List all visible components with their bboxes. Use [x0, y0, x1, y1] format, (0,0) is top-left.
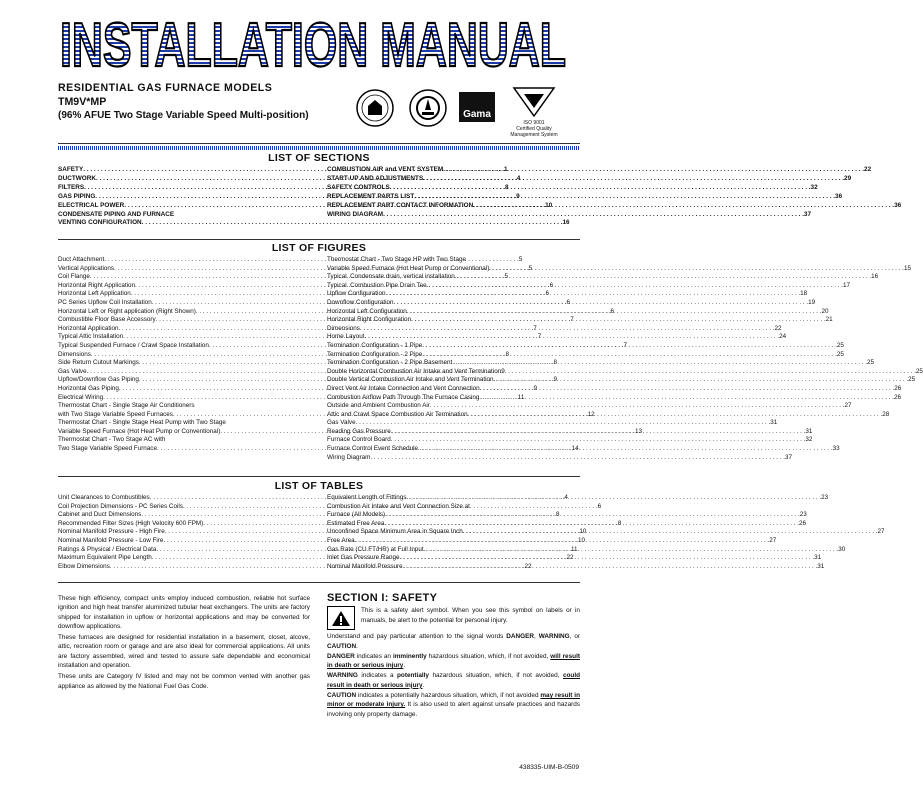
agency-seal-icon: [408, 88, 448, 128]
figure-entry-title: Coil Flange: [58, 273, 90, 281]
safety-alert-symbol: [327, 606, 355, 630]
section-entry-title: FILTERS: [58, 183, 85, 191]
figure-entry-title: Electrical Wiring: [58, 393, 104, 401]
figure-entry-page: 6: [545, 290, 549, 298]
section-entry-title: ELECTRICAL POWER: [58, 201, 125, 209]
figure-entry: [327, 341, 844, 351]
figure-entry-title: Double Vertical Combustion Air Intake and Vent Termination: [327, 376, 494, 384]
figure-entry: [327, 367, 923, 377]
signal-word: WARNING: [538, 633, 570, 641]
figure-entry-page: 14: [571, 445, 579, 453]
table-entry-title: Inlet Gas Pressure Range: [327, 554, 400, 562]
figure-entry-title: Thermostat Chart - Single Stage Air Conditioners: [58, 402, 195, 410]
document-number: 438335-UIM-B-0509: [519, 764, 579, 771]
intro-paragraph: These furnaces are designed for residential installation in a basement, closet, alcove, attic, recreation room or garage and are also ideal for commercial applications. All units are factory assembled, wired and tested to assure safe dependable and economical installation and operation.: [58, 634, 310, 670]
tables-title: LIST OF TABLES: [274, 480, 364, 492]
figure-entry: [327, 264, 911, 274]
figure-entry-page: 25: [915, 367, 923, 375]
figure-entry-page: 5: [528, 264, 533, 272]
section-entry-page: 37: [803, 210, 812, 218]
text-run: indicates a: [357, 672, 398, 680]
section-entry-title: WIRING DIAGRAM: [327, 210, 384, 218]
figure-entry-title: Thermostat Chart - Two Stage AC with: [58, 436, 166, 444]
dot-leader: [403, 563, 818, 572]
dot-leader: [468, 411, 883, 420]
figure-entry: [327, 376, 916, 385]
section-entry-title: REPLACEMENT PART CONTACT INFORMATION: [327, 201, 474, 209]
figure-entry: [58, 402, 308, 411]
figure-entry: [327, 436, 813, 445]
dot-leader: [473, 202, 894, 211]
section-entry-page: 36: [835, 192, 843, 200]
figure-entry-title: Termination Configuration - 1 Pipe: [327, 341, 423, 349]
figure-entry: [327, 307, 829, 317]
figure-entry-page: 22: [774, 324, 782, 332]
figure-entry-page: 11: [517, 393, 525, 401]
section-entry: [58, 211, 308, 220]
dot-leader: [489, 265, 904, 274]
figure-entry-page: 18: [800, 290, 808, 298]
section-entry-title: SAFETY CONTROLS: [327, 183, 390, 191]
signal-word: CAUTION: [327, 692, 357, 700]
safety-heading: SECTION I: SAFETY: [327, 592, 438, 604]
figure-entry-title: Termination Configuration - 2 Pipe Basement: [327, 359, 453, 367]
figure-entry-page: 9: [553, 376, 558, 384]
section-entry-page: 22: [864, 166, 872, 173]
figure-entry-title: Duct Attachment: [58, 256, 105, 263]
figure-entry-title: Attic and Crawl Space Combustion Air Termination: [327, 410, 468, 418]
table-entry: [327, 511, 807, 520]
section-entry-title: GAS PIPING: [58, 192, 96, 200]
section-entry-title: REPLACEMENT PARTS LIST: [327, 192, 415, 200]
dot-leader: [390, 184, 811, 193]
section-entry: [327, 210, 812, 220]
figure-entry-title: Upflow/Downflow Gas Piping: [58, 376, 139, 384]
table-entry-page: 8: [555, 511, 560, 519]
model-description: (96% AFUE Two Stage Variable Speed Multi-position): [58, 110, 309, 121]
model-code: TM9V*MP: [58, 96, 107, 108]
dot-leader: [383, 211, 804, 220]
table-entry: [327, 554, 822, 563]
section-entry-title: COMBUSTION AIR and VENT SYSTEM: [327, 166, 444, 173]
figure-entry-title: Typical. Combustion Pipe Drain Tee.: [327, 281, 429, 289]
table-entry-page: 10: [577, 536, 585, 544]
warning-paragraph: [327, 671, 580, 690]
text-run: indicates a potentially hazardous situation, which, if not avoided: [356, 692, 541, 700]
section-entry-page: 10: [545, 201, 553, 209]
figures-title: LIST OF FIGURES: [271, 242, 367, 254]
intro-paragraph: These units are Category IV listed and may not be common vented with another gas appliance as allowed by the National Fuel Gas Code.: [58, 673, 310, 690]
figure-entry-title: Variable Speed Furnace (Hot Heat Pump or Conventional): [58, 427, 221, 435]
models-heading: RESIDENTIAL GAS FURNACE MODELS: [58, 82, 273, 94]
figure-entry-page: 6: [566, 298, 570, 306]
section-entry: [327, 201, 902, 211]
figure-entry-page: 37: [785, 453, 793, 461]
figure-entry-page: 31: [805, 427, 813, 435]
section-entry-page: 4: [516, 174, 521, 182]
warning-triangle-icon: [331, 610, 351, 627]
figure-entry-page: 32: [805, 436, 813, 444]
figure-entry-page: 24: [779, 333, 787, 341]
iso-caption: ISO 9001 Certified Quality Management System: [510, 120, 558, 138]
figure-entry-title: Gas Valve: [58, 367, 87, 375]
text-run: , or: [569, 633, 580, 641]
sections-right-list: [327, 166, 902, 219]
figure-entry: [327, 402, 852, 411]
table-entry-title: Gas Rate (CU FT/HR) at Full Input: [327, 545, 424, 553]
safety-alert: [327, 606, 580, 630]
table-entry-title: Cabinet and Duct Dimensions: [58, 511, 142, 519]
figure-entry: [327, 324, 782, 334]
figure-entry-page: 19: [808, 298, 816, 306]
figure-entry-page: 7: [537, 333, 542, 341]
dot-leader: [406, 494, 821, 503]
figure-entry-page: 25: [866, 359, 874, 367]
table-entry-title: Unconfined Space Minimum Area in Square Inch: [327, 528, 463, 536]
figure-entry-title: Reading Gas Pressure: [327, 427, 391, 435]
section-entry-title: CONDENSATE PIPING AND FURNACE: [58, 210, 175, 218]
dot-leader: [364, 333, 779, 342]
table-entry-page: 23: [821, 494, 829, 501]
text-run: Understand and pay particular attention to the signal words: [327, 633, 507, 641]
section-entry-title: SAFETY: [58, 166, 84, 173]
safety-section: [327, 594, 580, 720]
figure-entry-page: 5: [504, 273, 509, 281]
figure-entry-page: 26: [894, 393, 902, 401]
dot-leader: [422, 351, 837, 360]
figure-entry-title: Horizontal Left or Right application (Right Shown): [58, 307, 196, 315]
table-entry: [327, 503, 580, 512]
dot-leader: [494, 376, 909, 385]
figure-entry-page: 21: [825, 316, 833, 324]
table-entry-page: 8: [617, 519, 622, 527]
figure-entry: [327, 316, 833, 325]
figure-entry-title: Typical Suspended Furnace / Crawl Space Installation: [58, 341, 209, 349]
figure-entry-page: 20: [821, 307, 829, 315]
gama-logo-text: Gama: [463, 109, 491, 120]
figure-entry-page: 28: [882, 410, 890, 418]
figure-entry-page: 25: [836, 350, 844, 358]
sections-title: LIST OF SECTIONS: [268, 152, 370, 164]
table-entry-title: Unit Clearances to Combustibles: [58, 494, 150, 501]
dot-leader: [360, 325, 775, 334]
dot-leader: [479, 394, 894, 403]
figure-entry: [327, 290, 808, 299]
figure-entry-title: Vertical Applications: [58, 264, 115, 272]
figure-entry-page: 17: [843, 281, 851, 289]
dot-leader: [443, 166, 864, 175]
danger-paragraph: [327, 652, 580, 671]
dot-leader: [142, 219, 563, 228]
dot-leader: [356, 419, 771, 428]
table-entry-page: 27: [877, 528, 885, 536]
dot-leader: [430, 402, 845, 411]
design-certified-seal-icon: [355, 88, 395, 128]
figure-entry-title: Horizontal Gas Piping: [58, 384, 119, 392]
figure-entry-page: 7: [623, 341, 628, 349]
section-entry-page: 32: [810, 183, 818, 191]
figure-entry: [327, 393, 902, 403]
figure-entry: [327, 273, 879, 282]
figure-entry-page: 13: [634, 427, 642, 435]
figure-entry: [327, 298, 816, 308]
table-entry-title: Estimated Free Area: [327, 519, 385, 527]
table-entry-page: 22: [566, 554, 574, 562]
text-run: .: [422, 681, 425, 689]
figure-entry-title: Variable Speed Furnace (Hot Heat Pump or Conventional): [327, 264, 490, 272]
dot-leader: [452, 359, 867, 368]
table-entry: [327, 494, 829, 503]
figure-entry-page: 9: [533, 384, 538, 392]
figure-entry-title: Downflow Configuration: [327, 298, 394, 306]
banner-title: INSTALLATION MANUAL: [60, 11, 566, 80]
figure-entry-title: Horizontal Right Configuration: [327, 316, 412, 324]
section-entry: [327, 192, 843, 202]
dot-leader: [384, 520, 799, 529]
emphasis-underlined: will result in death or serious injury: [327, 652, 580, 670]
figure-entry-title: Side Return Cutout Markings: [58, 359, 139, 367]
figure-entry: [58, 436, 308, 445]
figure-entry-page: 7: [533, 324, 537, 332]
signal-word: DANGER: [506, 633, 534, 641]
figure-entry-title: Thermostat Chart - Two Stage HP with Two Stage: [327, 256, 466, 263]
figure-entry-title: Furnace Control Board: [327, 436, 391, 444]
figure-entry-page: 15: [903, 264, 911, 272]
text-run: It is also used to alert against unsafe practices and hazards involving only property damage.: [327, 701, 580, 718]
section-entry-page: 29: [844, 174, 852, 182]
table-entry-title: Nominal Manifold Pressure: [327, 562, 403, 570]
section-entry: [327, 183, 818, 193]
figure-entry-page: 7: [570, 316, 574, 324]
table-entry: [327, 545, 846, 555]
table-entry-title: Elbow Dimensions: [58, 562, 110, 570]
figure-entry: [327, 359, 874, 368]
table-entry-page: 6: [597, 502, 602, 510]
figure-entry-title: Home Layout: [327, 333, 365, 341]
figure-entry-page: 31: [770, 419, 778, 427]
figure-entry-page: 8: [553, 359, 558, 367]
figure-entry-title: Gas Valve: [327, 419, 356, 427]
section-entry-page: 1: [504, 166, 508, 173]
figure-entry-title: Two Stage Variable Speed Furnace: [58, 445, 157, 453]
intro-text: [58, 594, 310, 693]
figure-entry-page: 16: [871, 273, 879, 281]
text-run: .: [356, 642, 358, 650]
figure-entry-page: 26: [894, 384, 902, 392]
text-run: indicates an: [354, 652, 393, 660]
intro-paragraph: These high efficiency, compact units employ induced combustion, reliable hot surface ignition and high heat transfer aluminized tubular heat exchangers. The units are factory shipped for installation in upflow or horizontal applications and may be converted for downflow applications.: [58, 595, 310, 630]
figure-entry-title: Horizontal Left Application: [58, 290, 131, 298]
figure-entry: [327, 445, 840, 454]
table-entry-title: Nominal Manifold Pressure - High Fire: [58, 528, 165, 536]
table-entry: [327, 519, 807, 529]
text-run: hazardous situation, which, if not avoided,: [426, 652, 551, 660]
table-entry-page: 10: [579, 528, 587, 536]
figure-entry-title: Termination Configuration - 2 Pipe: [327, 350, 423, 358]
section-entry: [327, 174, 852, 184]
figure-entry-title: PC Series Upflow Coil Installation: [58, 298, 152, 306]
figure-entry-page: 5: [518, 256, 523, 263]
table-entry-page: 31: [814, 554, 822, 562]
caution-paragraph: [327, 691, 580, 719]
figure-entry-page: 9: [501, 367, 505, 375]
figure-entry-title: Horizontal Application: [58, 324, 119, 332]
figure-entry-title: Direct Vent Air Intake Connection and Vent Connection: [327, 384, 480, 392]
dot-leader: [501, 368, 916, 377]
figure-entry-title: Combustion Airflow Path Through The Furnace Casing: [327, 393, 480, 401]
section-entry: [58, 219, 570, 228]
striped-divider: [58, 146, 580, 150]
section-entry-page: 36: [894, 201, 902, 209]
figure-entry-title: Thermostat Chart - Single Stage Heat Pump with Two Stage: [58, 419, 226, 427]
table-entry-title: Ratings & Physical / Electrical Data: [58, 545, 157, 553]
figure-entry-page: 33: [832, 445, 840, 453]
table-entry-page: 4: [564, 494, 568, 501]
figure-entry-title: Horizontal Left Configuration: [327, 307, 407, 315]
figure-entry-title: Dimensions: [327, 324, 360, 332]
figure-entry: [327, 384, 902, 394]
table-entry-title: Furnace (All Models): [327, 511, 386, 519]
dot-leader: [423, 175, 844, 184]
table-entry-page: 22: [524, 562, 532, 570]
emphasis: imminently: [392, 652, 427, 660]
dot-leader: [385, 511, 800, 520]
dot-leader: [480, 385, 895, 394]
figure-entry-page: 6: [549, 281, 554, 289]
figure-entry-title: Combustible Floor Base Accessory: [58, 316, 156, 324]
figure-entry: [327, 256, 580, 265]
dot-leader: [411, 316, 826, 325]
figure-entry: [58, 419, 308, 428]
table-entry-title: Recommended Filter Sizes (High Velocity 600 FPM): [58, 519, 204, 527]
dot-leader: [355, 537, 770, 546]
table-entry-title: Coil Projection Dimensions - PC Series Coils: [58, 502, 183, 510]
emphasis-underlined: may result in minor or moderate injury.: [327, 692, 580, 709]
section-entry-title: START-UP AND ADJUSTMENTS: [327, 174, 424, 182]
table-entry-title: Maximum Equivalent Pipe Length: [58, 554, 152, 562]
dot-leader: [418, 445, 833, 454]
dot-leader: [394, 299, 809, 308]
section-entry-page: 8: [504, 183, 509, 191]
emphasis: potentially: [397, 672, 429, 680]
figure-entry-title: with Two Stage Variable Speed Furnaces: [58, 410, 173, 418]
dot-leader: [391, 436, 806, 445]
figure-entry: [327, 281, 851, 291]
figure-entry: [327, 333, 787, 342]
table-entry-title: Nominal Manifold Pressure - Low Fire: [58, 536, 164, 544]
figure-entry-title: Typical. Condensate drain, vertical installation.: [327, 273, 457, 281]
table-entry-page: 31: [817, 562, 825, 570]
figure-entry-page: 27: [844, 402, 852, 410]
figure-entry-title: Horizontal Right Application: [58, 281, 136, 289]
figure-entry-title: Furnace Control Event Schedule: [327, 445, 419, 453]
figure-entry-title: Wiring Diagram: [327, 453, 371, 461]
table-entry-page: 26: [799, 519, 807, 527]
table-entry-title: Combustion Air Intake and Vent Connection Size at: [327, 502, 470, 510]
signal-word: CAUTION: [327, 642, 357, 650]
section-entry-title: DUCTWORK: [58, 174, 96, 182]
dot-leader: [399, 554, 814, 563]
table-entry-page: 23: [799, 511, 807, 519]
section-entry-page: 16: [562, 219, 570, 227]
text-run: ,: [533, 633, 539, 641]
text-run: .: [403, 662, 406, 670]
figure-entry-title: Typical Attic Installation: [58, 333, 124, 341]
section-entry-title: VENTING CONFIGURATION: [58, 219, 142, 227]
figure-entry-page: 25: [908, 376, 916, 384]
table-entry-title: Free Area: [327, 536, 355, 544]
manual-banner: [58, 11, 569, 80]
dot-leader: [457, 273, 872, 282]
figure-entry-page: 25: [836, 341, 844, 349]
figure-entry-title: Dimensions: [58, 350, 91, 358]
figure-entry-page: 12: [587, 410, 595, 418]
dot-leader: [422, 342, 837, 351]
signal-word: DANGER: [327, 652, 355, 660]
dot-leader: [428, 282, 843, 291]
table-entry-title: Equivalent Length of Fittings: [327, 494, 407, 501]
dot-leader: [463, 528, 878, 537]
figure-entry: [327, 453, 793, 463]
figure-entry-page: 6: [610, 307, 615, 315]
section-entry-page: 9: [516, 192, 520, 200]
emphasis-underlined: could result in death or serious injury: [327, 672, 580, 689]
text-run: hazardous situation, which, if not avoided,: [429, 672, 563, 680]
table-entry-page: 27: [769, 536, 777, 544]
iso-registered-logo-icon: [512, 86, 556, 118]
dot-leader: [414, 193, 835, 202]
dot-leader: [424, 546, 839, 555]
section-entry: [327, 166, 872, 175]
signal-words-paragraph: [327, 632, 580, 651]
divider: [58, 143, 580, 144]
figure-entry-title: Upflow Configuration: [327, 290, 386, 298]
signal-word: WARNING: [327, 672, 358, 680]
table-entry-page: 11: [570, 545, 578, 553]
dot-leader: [385, 290, 800, 299]
gama-logo: [459, 92, 495, 122]
figure-entry-title: Double Horizontal Combustion Air Intake and Vent Termination: [327, 367, 502, 375]
dot-leader: [391, 428, 806, 437]
divider: [58, 239, 580, 240]
dot-leader: [407, 308, 822, 317]
divider: [58, 476, 580, 477]
figure-entry-title: Outside and Ambient Combustion Air: [327, 402, 430, 410]
figure-entry: [327, 350, 844, 360]
table-entry: [327, 562, 825, 572]
safety-alert-text: This is a safety alert symbol. When you see this symbol on labels or in manuals, be alert to the potential for personal injury.: [361, 607, 580, 624]
divider: [58, 582, 580, 583]
figure-entry-page: 8: [505, 350, 510, 358]
dot-leader: [370, 454, 785, 463]
table-entry-page: 30: [838, 545, 846, 553]
figure-entry: [327, 419, 778, 428]
